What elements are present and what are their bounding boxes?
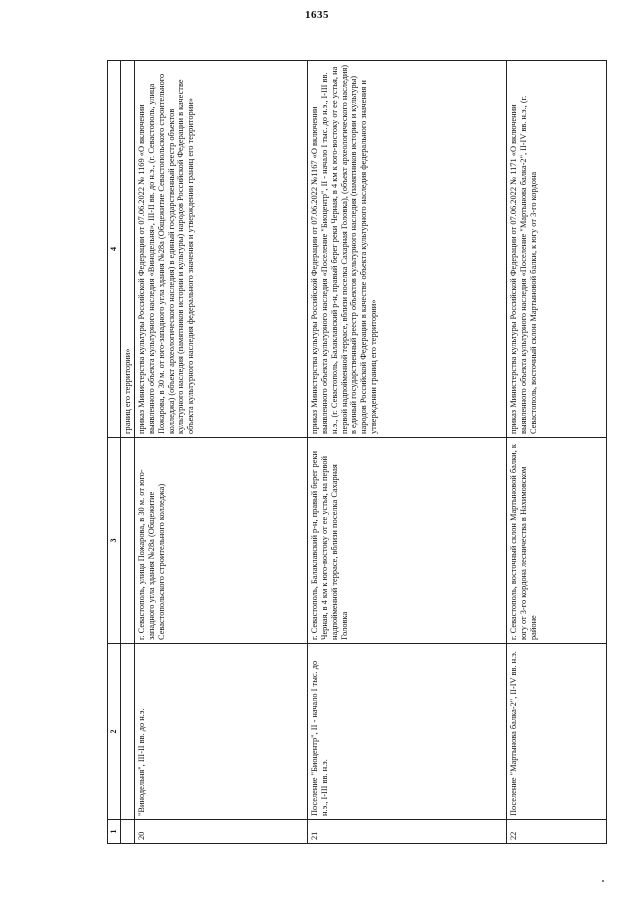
table-row [308, 61, 507, 844]
table-row [507, 61, 607, 844]
registration-order: приказ Министерства культуры Российской Федерации от 07.06.2022 №1167 «О включении выявленного объекта культурного наследия «Поселение "Биоцентр", II - начало I тыс. до н.э., I-III вв. н.э., (г. Севастополь, Балаклавский р-н, правый берег реки Черная, в 4 км к юго-востоку от ее устья, на первой надпойменной террасе, вблизи поселка Сахарная Головка), (объект археологического наследия) в единый государственный реестр объектов культурного наследия (памятников истории и культуры) народов Российской Федерации в качестве объекта культурного наследия федерального значения и утверждении границ его территории» [308, 61, 507, 438]
registration-order: приказ Министерства культуры Российской Федерации от 07.06.2022 № 1169 «О включении выявленного объекта культурного наследия «Винодельня», III-II вв. до н.э., (г. Севастополь, улица Пожарова, в 30 м. от юго-западного угла здания №28а (Общежитие Севастопольского строительного колледжа) (объект археологического наследия) в единый государственный реестр объектов культурного наследия (памятников истории и культуры) народов Российской Федерации в качестве объекта культурного наследия федерального значения и утверждении границ его территории» [135, 61, 308, 438]
page-number: 1635 [305, 9, 329, 21]
object-name: Поселение "Мартынова балка-2", II-IV вв. н.э. [507, 644, 607, 820]
header-col-1: 1 [108, 820, 121, 844]
header-col-3: 3 [108, 438, 121, 644]
table-header-row [108, 61, 121, 844]
header-col-4: 4 [108, 61, 121, 438]
header-col-2: 2 [108, 644, 121, 820]
continuation-text: границ его территории» [120, 61, 135, 438]
object-name: Поселение "Биоцентр", II - начало I тыс. до н.э., I-III вв. н.э. [308, 644, 507, 820]
object-name: "Винодельня", III-II вв. до н.э. [135, 644, 308, 820]
rotated-table-container [107, 61, 599, 844]
object-location: г. Севастополь, восточный склон Мартыновой балки, к югу от 3-го кордона лесничества в Нахимовском районе [507, 438, 607, 644]
scan-speck [602, 880, 604, 882]
object-location: г. Севастополь, улица Пожарова, в 30 м. от юго-западного угла здания №28а (Общежитие Севастопольского строительного колледжа) [135, 438, 308, 644]
continuation-row [120, 61, 135, 844]
object-location: г. Севастополь, Балаклавский р-н, правый берег реки Черная, в 4 км к юго-востоку от ее устья, на первой надпойменной террасе, вблизи поселка Сахарная Головка [308, 438, 507, 644]
heritage-objects-table [107, 60, 607, 844]
row-number: 22 [507, 820, 607, 844]
row-number: 20 [135, 820, 308, 844]
row-number: 21 [308, 820, 507, 844]
registration-order: приказ Министерства культуры Российской Федерации от 07.06.2022 № 1171 «О включении выявленного объекта культурного наследия «Поселение "Мартынова балка-2", II-IV вв. н.э., (г. Севастополь, восточный склон Мартыновой балки, к югу от 3-го кордона [507, 61, 607, 438]
table-row [135, 61, 308, 844]
